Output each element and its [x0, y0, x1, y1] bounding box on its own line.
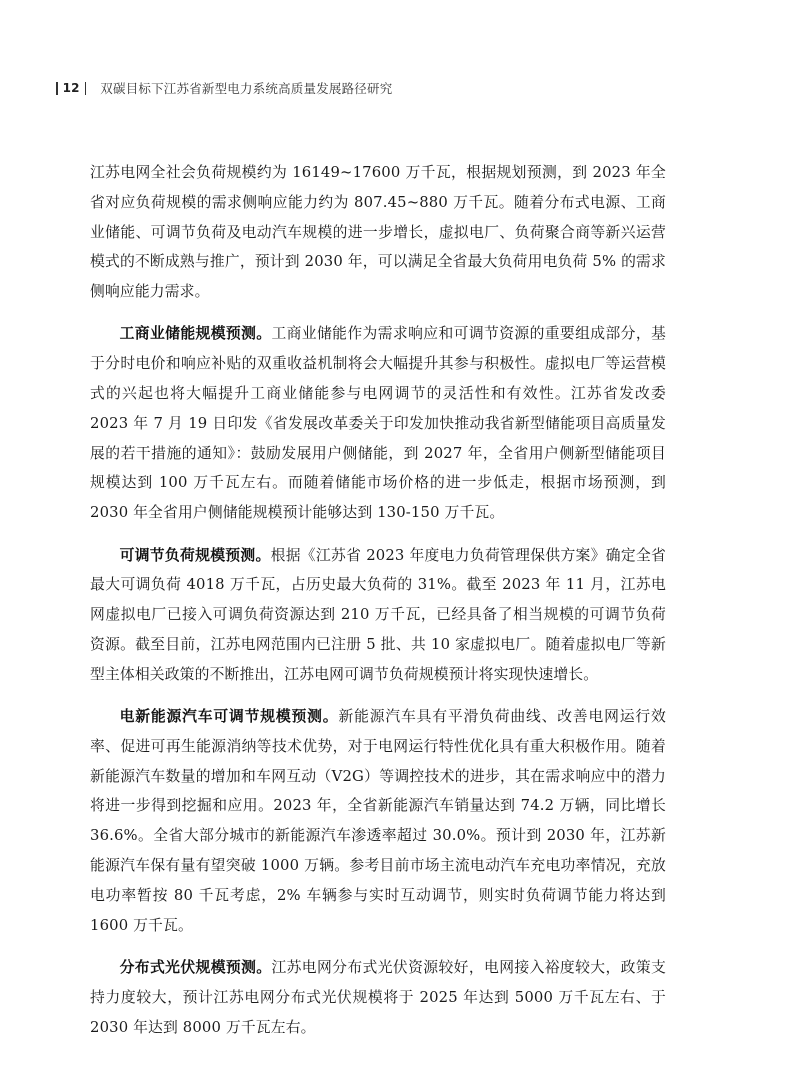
paragraph-text: 江苏电网全社会负荷规模约为 16149~17600 万千瓦，根据规划预测，到 2023 年全省对应负荷规模的需求侧响应能力约为 807.45~880 万千瓦。随着分布式电源、工商业储能、可调节负荷及电动汽车规模的进一步增长，虚拟电厂、负荷聚合商等新兴运营模式的不断成熟与推广，预计到 2030 年，可以满足全省最大负荷用电负荷 5% 的需求侧响应能力需求。 [90, 164, 666, 301]
paragraph-text: 工商业储能作为需求响应和可调节资源的重要组成部分，基于分时电价和响应补贴的双重收益机制将会大幅提升其参与积极性。虚拟电厂等运营模式的兴起也将大幅提升工商业储能参与电网调节的灵活性和有效性。江苏省发改委 2023 年 7 月 19 日印发《省发展改革委关于印发加快推动我省新型储能项目高质量发展的若干措施的通知》：鼓励发展用户侧储能，到 2027 年，全省用户侧新型储能项目规模达到 100 万千瓦左右。而随着储能市场价格的进一步低走，根据市场预测，到 2030 年全省用户侧储能规模预计能够达到 130-150 万千瓦。 [90, 325, 666, 522]
page-number: 12 [62, 81, 80, 95]
paragraph-heading: 分布式光伏规模预测。 [119, 958, 272, 976]
paragraph-adjustable-load [90, 541, 666, 690]
paragraph-text: 根据《江苏省 2023 年度电力负荷管理保供方案》确定全省最大可调负荷 4018 万千瓦，占历史最大负荷的 31%。截至 2023 年 11 月，江苏电网虚拟电厂已接入可调负荷资源达到 210 万千瓦，已经具备了相当规模的可调节负荷资源。截至目前，江苏电网范围内已注册 5 批、共 10 家虚拟电厂。随着虚拟电厂等新型主体相关政策的不断推出，江苏电网可调节负荷规模预计将实现快速增长。 [90, 546, 666, 683]
running-header [56, 78, 392, 98]
paragraph-heading: 电新能源汽车可调节规模预测。 [119, 708, 339, 726]
paragraph-heading: 工商业储能规模预测。 [119, 325, 272, 343]
paragraph-heading: 可调节负荷规模预测。 [119, 546, 271, 564]
header-right-rule [85, 82, 87, 95]
header-left-rule [56, 82, 58, 95]
paragraph-distributed-pv [90, 953, 666, 1042]
paragraph-load-scale [90, 158, 666, 307]
paragraph-ev-adjustable [90, 702, 666, 940]
paragraph-text: 江苏电网分布式光伏资源较好，电网接入裕度较大，政策支持力度较大，预计江苏电网分布式光伏规模将于 2025 年达到 5000 万千瓦左右、于 2030 年达到 8000 万千瓦左右。 [90, 958, 666, 1036]
body-text [90, 158, 666, 1055]
paragraph-text: 新能源汽车具有平滑负荷曲线、改善电网运行效率、促进可再生能源消纳等技术优势，对于电网运行特性优化具有重大积极作用。随着新能源汽车数量的增加和车网互动（V2G）等调控技术的进步，其在需求响应中的潜力将进一步得到挖掘和应用。2023 年，全省新能源汽车销量达到 74.2 万辆，同比增长 36.6%。全省大部分城市的新能源汽车渗透率超过 30.0%。预计到 2030 年，江苏新能源汽车保有量有望突破 1000 万辆。参考目前市场主流电动汽车充电功率情况，充放电功率暂按 80 千瓦考虑，2% 车辆参与实时互动调节，则实时负荷调节能力将达到 1600 万千瓦。 [90, 708, 667, 934]
running-header-title: 双碳目标下江苏省新型电力系统高质量发展路径研究 [100, 81, 393, 96]
paragraph-commercial-storage [90, 319, 666, 528]
